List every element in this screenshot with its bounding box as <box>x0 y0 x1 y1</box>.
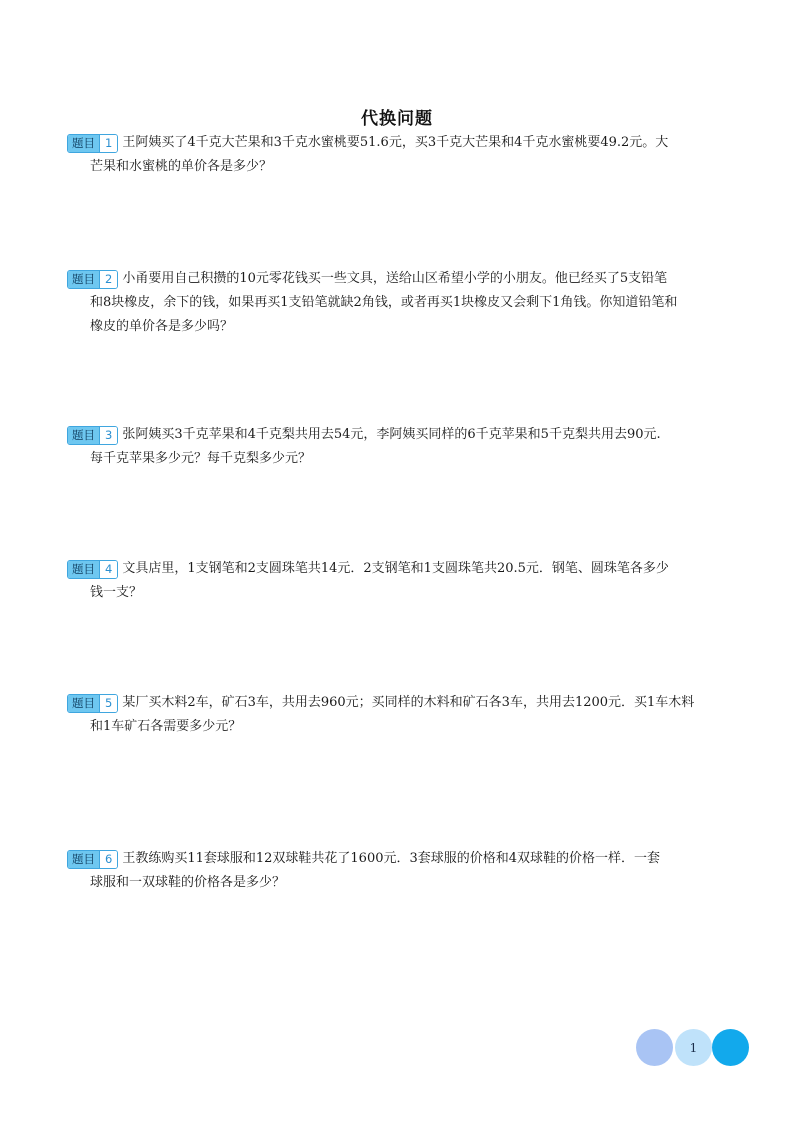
question-text: 文具店里，1支钢笔和2支圆珠笔共14元．2支钢笔和1支圆珠笔共20.5元．钢笔、圆珠笔各多少 <box>122 561 669 576</box>
question-badge <box>67 694 118 713</box>
decorative-dot <box>636 1029 673 1066</box>
decorative-dot <box>712 1029 749 1066</box>
question-badge <box>67 560 118 579</box>
question-3 <box>67 423 727 471</box>
question-text: 小甬要用自己积攒的10元零花钱买一些文具，送给山区希望小学的小朋友。他已经买了5支铅笔 <box>122 271 668 286</box>
badge-label: 题目 <box>68 695 99 712</box>
question-text-continued: 和8块橡皮，余下的钱，如果再买1支铅笔就缺2角钱，或者再买1块橡皮又会剩下1角钱。你知道铅笔和 <box>90 295 678 310</box>
question-badge <box>67 134 118 153</box>
question-text-continued: 钱一支？ <box>90 585 143 600</box>
badge-label: 题目 <box>68 135 99 152</box>
page-title: 代换问题 <box>361 109 433 129</box>
question-6 <box>67 847 727 895</box>
question-badge <box>67 426 118 445</box>
question-text-continued: 球服和一双球鞋的价格各是多少？ <box>90 875 286 890</box>
badge-label: 题目 <box>68 561 99 578</box>
question-badge <box>67 850 118 869</box>
question-2 <box>67 267 727 339</box>
question-5 <box>67 691 727 739</box>
page-number: 1 <box>675 1029 712 1066</box>
question-text: 王阿姨买了4千克大芒果和3千克水蜜桃要51.6元，买3千克大芒果和4千克水蜜桃要49.2元。大 <box>122 135 669 150</box>
badge-label: 题目 <box>68 851 99 868</box>
question-text-continued: 芒果和水蜜桃的单价各是多少？ <box>90 159 273 174</box>
question-text-continued: 橡皮的单价各是多少吗？ <box>90 319 234 334</box>
page-number-badge <box>636 1028 752 1068</box>
question-text: 王教练购买11套球服和12双球鞋共花了1600元．3套球服的价格和4双球鞋的价格一样．一套 <box>122 851 661 866</box>
badge-label: 题目 <box>68 271 99 288</box>
badge-number: 5 <box>99 695 117 712</box>
question-text: 张阿姨买3千克苹果和4千克梨共用去54元，李阿姨买同样的6千克苹果和5千克梨共用去90元. <box>122 427 661 442</box>
question-text-continued: 每千克苹果多少元？每千克梨多少元？ <box>90 451 312 466</box>
badge-number: 6 <box>99 851 117 868</box>
question-1 <box>67 131 727 179</box>
badge-label: 题目 <box>68 427 99 444</box>
question-text-continued: 和1车矿石各需要多少元？ <box>90 719 242 734</box>
badge-number: 3 <box>99 427 117 444</box>
badge-number: 4 <box>99 561 117 578</box>
question-badge <box>67 270 118 289</box>
question-4 <box>67 557 727 605</box>
badge-number: 1 <box>99 135 117 152</box>
badge-number: 2 <box>99 271 117 288</box>
question-text: 某厂买木料2车，矿石3车，共用去960元；买同样的木料和矿石各3车，共用去1200元．买1车木料 <box>122 695 695 710</box>
